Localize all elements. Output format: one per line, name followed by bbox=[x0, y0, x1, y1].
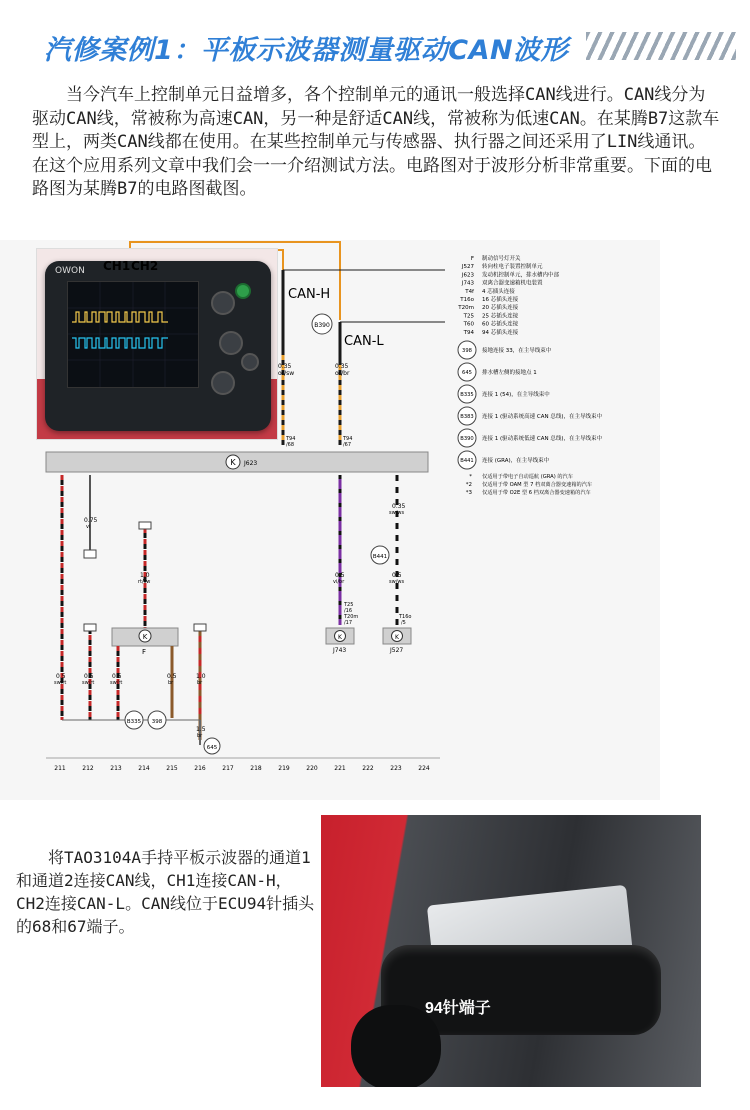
legend-desc: 60 芯插头连接 bbox=[482, 321, 519, 328]
wire-h-gauge: 0.35 bbox=[278, 363, 292, 370]
footnote-mark: *3 bbox=[465, 490, 472, 496]
node-b335-label: B335 bbox=[126, 719, 142, 725]
w2-c: sw/rt bbox=[82, 680, 95, 686]
scope-knob bbox=[211, 291, 235, 315]
oscilloscope-device bbox=[45, 261, 271, 431]
title-bar bbox=[0, 22, 750, 72]
legend-desc: 16 芯插头连接 bbox=[482, 297, 519, 303]
scope-knob bbox=[211, 371, 235, 395]
wvi-c: vi/br bbox=[333, 579, 345, 585]
j527-icon-k: K bbox=[395, 634, 399, 641]
oscilloscope-photo bbox=[36, 248, 278, 440]
wmid-c: vi bbox=[86, 524, 91, 530]
power-button bbox=[235, 283, 251, 299]
t94-67-a: T94 bbox=[343, 436, 353, 442]
legend-code: T25 bbox=[463, 313, 474, 320]
can-h-label: CAN-H bbox=[288, 287, 331, 302]
footnote-text: 仅适用于带 O2E 型 6 档双离合器变速箱的汽车 bbox=[482, 490, 591, 496]
legend-code: F bbox=[470, 256, 474, 262]
legend-desc: 制动信号灯开关 bbox=[482, 256, 521, 262]
legend-code: J743 bbox=[461, 280, 474, 287]
w5-g: 1.0 bbox=[196, 673, 206, 680]
w3-c: sw/rt bbox=[110, 680, 123, 686]
intro-paragraph: 当今汽车上控制单元日益增多，各个控制单元的通讯一般选择CAN线进行。CAN线分为驱动CAN线，常被称为高速CAN，另一种是舒适CAN线，常被称为低速CAN。在某腾B7这款车型上，两类CAN线都在使用。在某些控制单元与传感器、执行器之间还采用了LIN线通讯。在这个应用系列文章中我们会一一介绍测试方法。电路图对于波形分析非常重要。下面的电路图为某腾B7的电路图截图。 bbox=[32, 85, 720, 199]
w5-c: br bbox=[197, 680, 203, 686]
wrt-g: 1.0 bbox=[140, 572, 150, 579]
waveform-svg bbox=[68, 282, 198, 387]
legend-desc: 4 芯插头连接 bbox=[482, 288, 515, 295]
node-645-label: 645 bbox=[206, 745, 218, 751]
scope-screen bbox=[67, 281, 199, 388]
legend-node-code: B390 bbox=[460, 436, 474, 442]
t16o-a: T16o bbox=[399, 614, 412, 620]
wsw-c: sw/ws bbox=[389, 510, 405, 516]
column-label: 213 bbox=[110, 765, 122, 772]
wvi-g: 0.5 bbox=[335, 572, 345, 579]
w1-c: sw/rt bbox=[54, 680, 67, 686]
legend-code: J527 bbox=[461, 264, 474, 271]
legend-desc: 94 芯插头连接 bbox=[482, 329, 519, 336]
w4-g: 0.5 bbox=[167, 673, 177, 680]
legend-node-desc: 接地连接 33，在主导线束中 bbox=[482, 348, 552, 354]
legend-node-desc: 排水槽左侧的接地点 1 bbox=[482, 370, 537, 376]
w1-g: 0.5 bbox=[56, 673, 66, 680]
w6-c: br bbox=[197, 733, 203, 739]
f-label: F bbox=[142, 648, 147, 656]
column-label: 211 bbox=[54, 765, 66, 772]
column-labels bbox=[54, 765, 430, 772]
t94-68-a: T94 bbox=[286, 436, 296, 442]
j743-icon-k: K bbox=[338, 634, 342, 641]
component-legend bbox=[457, 254, 602, 496]
legend-desc: 发动机控制单元，排水槽内中部 bbox=[482, 272, 560, 279]
t125-b: /16 bbox=[344, 608, 353, 614]
legend-node-code: B335 bbox=[460, 392, 474, 398]
column-label: 223 bbox=[390, 765, 402, 772]
page-title: 汽修案例1：平板示波器测量驱动CAN波形 bbox=[44, 35, 569, 66]
ecu-connector-photo bbox=[321, 815, 701, 1087]
wsw2-g: 0.5 bbox=[392, 572, 402, 579]
column-label: 216 bbox=[194, 765, 206, 772]
w4-c: br bbox=[168, 680, 174, 686]
column-label: 212 bbox=[82, 765, 94, 772]
column-label: 217 bbox=[222, 765, 234, 772]
legend-node-desc: 连接 1 (54)，在主导线束中 bbox=[482, 392, 550, 398]
ch2-label: CH2 bbox=[131, 259, 159, 273]
footnote-mark: * bbox=[469, 474, 472, 480]
legend-desc: 20 芯插头连接 bbox=[482, 305, 519, 312]
column-label: 219 bbox=[278, 765, 290, 772]
legend-node-code: 398 bbox=[462, 348, 472, 354]
legend-code: T20m bbox=[458, 305, 474, 312]
column-label: 214 bbox=[138, 765, 150, 772]
legend-code: T94 bbox=[463, 329, 474, 336]
f-icon-k: K bbox=[142, 633, 148, 641]
wire-h-color: or/sw bbox=[278, 370, 295, 377]
legend-desc: 转向柱电子装置控制单元 bbox=[482, 264, 543, 271]
legend-code: T4f bbox=[465, 288, 474, 295]
wsw2-c: sw/ws bbox=[389, 579, 405, 585]
column-label: 218 bbox=[250, 765, 262, 772]
j743-label: J743 bbox=[333, 647, 347, 654]
scope-knob bbox=[241, 353, 259, 371]
j527-label: J527 bbox=[390, 647, 404, 654]
connection-note bbox=[16, 846, 316, 938]
legend-code: T60 bbox=[463, 321, 474, 328]
legend-node-desc: 连接 1 (驱动系统低速 CAN 总线)，在主导线束中 bbox=[482, 436, 603, 442]
footnote-text: 仅适用于带电子自动巡航 (GRA) 的汽车 bbox=[482, 474, 573, 480]
t16o-b: /5 bbox=[401, 620, 406, 626]
j623-icon-k: K bbox=[230, 458, 236, 467]
ch1-label: CH1 bbox=[103, 259, 131, 273]
t94-68-b: /68 bbox=[286, 442, 295, 448]
legend-node-code: 645 bbox=[462, 370, 472, 376]
wire-l-gauge: 0.35 bbox=[335, 363, 349, 370]
title-decoration bbox=[586, 32, 736, 60]
legend-code: T16o bbox=[460, 297, 474, 303]
t125-c: T20m bbox=[344, 614, 359, 620]
t125-a: T25 bbox=[344, 602, 354, 608]
wmid-g: 0.75 bbox=[84, 517, 98, 524]
legend-node-desc: 连接 (GRA)，在主导线束中 bbox=[482, 458, 550, 464]
note-paragraph: 将TAO3104A手持平板示波器的通道1和通道2连接CAN线，CH1连接CAN-H，CH2连接CAN-L。CAN线位于ECU94针插头的68和67端子。 bbox=[16, 848, 315, 936]
t125-d: /17 bbox=[344, 620, 353, 626]
legend-desc: 双离合器变速箱机电装置 bbox=[482, 280, 543, 287]
node-398-label: 398 bbox=[151, 719, 163, 725]
connector-label: 94针端子 bbox=[425, 1000, 491, 1017]
footnote-mark: *2 bbox=[465, 482, 472, 488]
w2-g: 0.5 bbox=[84, 673, 94, 680]
column-label: 222 bbox=[362, 765, 374, 772]
node-b390-label: B390 bbox=[314, 322, 330, 329]
column-label: 221 bbox=[334, 765, 346, 772]
legend-node-desc: 连接 1 (驱动系统高速 CAN 总线)，在主导线束中 bbox=[482, 414, 603, 420]
legend-node-code: B383 bbox=[460, 414, 474, 420]
ch1-waveform bbox=[72, 312, 168, 322]
legend-desc: 25 芯插头连接 bbox=[482, 313, 519, 320]
wsw-g: 0.35 bbox=[392, 503, 406, 510]
column-label: 215 bbox=[166, 765, 178, 772]
scope-knob bbox=[219, 331, 243, 355]
wrt-c: rt/sw bbox=[138, 579, 151, 585]
intro-text bbox=[32, 84, 722, 202]
node-b441-label: B441 bbox=[372, 554, 388, 560]
column-label: 220 bbox=[306, 765, 318, 772]
ch2-waveform bbox=[72, 338, 168, 348]
column-label: 224 bbox=[418, 765, 430, 772]
legend-code: J623 bbox=[461, 272, 474, 279]
w6-g: 1.5 bbox=[196, 726, 206, 733]
j623-label: J623 bbox=[244, 460, 258, 467]
can-l-label: CAN-L bbox=[344, 334, 384, 349]
legend-node-code: B441 bbox=[460, 458, 474, 464]
t94-67-b: /67 bbox=[343, 442, 352, 448]
w3-g: 0.5 bbox=[112, 673, 122, 680]
scope-brand-logo: OWON bbox=[55, 266, 85, 276]
footnote-text: 仅适用于带 OAM 型 7 档双离合器变速箱的汽车 bbox=[482, 482, 593, 488]
wire-l-color: or/br bbox=[335, 370, 350, 377]
